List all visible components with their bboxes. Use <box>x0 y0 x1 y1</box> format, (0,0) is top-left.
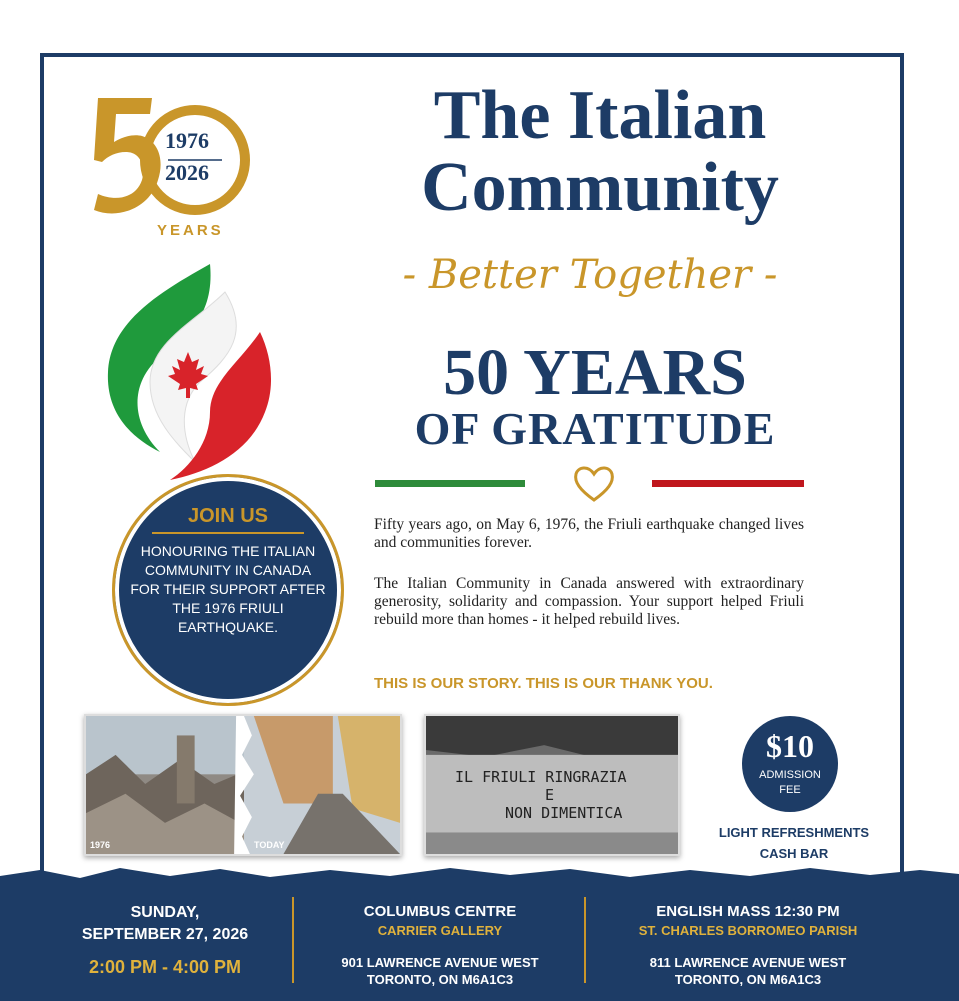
footer-mass-block <box>592 902 904 988</box>
green-divider-bar <box>375 480 525 487</box>
admission-price: $10 <box>766 728 814 764</box>
admission-label-line-1: ADMISSION <box>759 769 821 781</box>
footer-date: SEPTEMBER 27, 2026 <box>81 926 249 943</box>
wall-inscription-line-2: E <box>545 786 555 804</box>
mass-name: ENGLISH MASS 12:30 PM <box>656 903 840 920</box>
refreshments-line: LIGHT REFRESHMENTS <box>718 825 870 840</box>
italy-canada-flag-swirl-icon <box>100 262 280 482</box>
headline-line-1: 50 YEARS <box>443 336 747 409</box>
mass-address-1: 811 LAWRENCE AVENUE WEST <box>649 955 847 970</box>
join-us-title: JOIN US <box>187 505 269 527</box>
venue-name: COLUMBUS CENTRE <box>363 903 517 920</box>
photo-caption-before: 1976 <box>90 840 111 850</box>
venue-room: CARRIER GALLERY <box>377 923 503 938</box>
footer-time: 2:00 PM - 4:00 PM <box>88 957 242 977</box>
footer-venue-block <box>300 902 580 988</box>
support-paragraph: The Italian Community in Canada answered with extraordinary generosity, solidarity and compassion. Your support helped Friuli rebuild more than homes - it helped rebuild lives. <box>374 575 804 628</box>
admission-label <box>742 768 838 798</box>
heart-icon <box>570 462 618 504</box>
venue-address-2: TORONTO, ON M6A1C3 <box>366 972 514 987</box>
story-tagline: THIS IS OUR STORY. THIS IS OUR THANK YOU. <box>374 675 713 692</box>
logo-year-start: 1976 <box>165 128 209 153</box>
join-us-text: HONOURING THE ITALIAN COMMUNITY IN CANADA FOR THEIR SUPPORT AFTER THE 1976 FRIULI EARTHQUAKE. <box>130 543 326 635</box>
footer-date-block <box>40 902 290 980</box>
admission-label-line-2: FEE <box>779 784 801 796</box>
footer-divider-1 <box>292 897 294 983</box>
footer-day: SUNDAY, <box>130 904 200 921</box>
tagline: - Better Together - <box>402 252 778 298</box>
wall-inscription-line-3: NON DIMENTICA <box>505 804 623 822</box>
wall-inscription-line-1: IL FRIULI RINGRAZIA <box>455 768 627 786</box>
logo-five-icon <box>94 98 161 213</box>
red-divider-bar <box>652 480 804 487</box>
venue-address-1: 901 LAWRENCE AVENUE WEST <box>341 955 539 970</box>
mass-place: ST. CHARLES BORROMEO PARISH <box>638 923 858 938</box>
cash-bar-line: CASH BAR <box>759 846 829 861</box>
headline-line-2: OF GRATITUDE <box>414 403 776 454</box>
join-us-rule <box>152 532 304 534</box>
before-after-photo <box>84 714 402 856</box>
photo-caption-after: TODAY <box>254 840 285 850</box>
logo-year-end: 2026 <box>165 160 209 185</box>
refreshments-info <box>700 822 888 864</box>
mass-address-2: TORONTO, ON M6A1C3 <box>674 972 822 987</box>
logo-years-label: YEARS <box>157 222 224 239</box>
title-line-1: The Italian <box>433 77 767 154</box>
title-line-2: Community <box>421 149 779 226</box>
intro-paragraph: Fifty years ago, on May 6, 1976, the Friuli earthquake changed lives and communities forever. <box>374 516 804 551</box>
footer-divider-2 <box>584 897 586 983</box>
